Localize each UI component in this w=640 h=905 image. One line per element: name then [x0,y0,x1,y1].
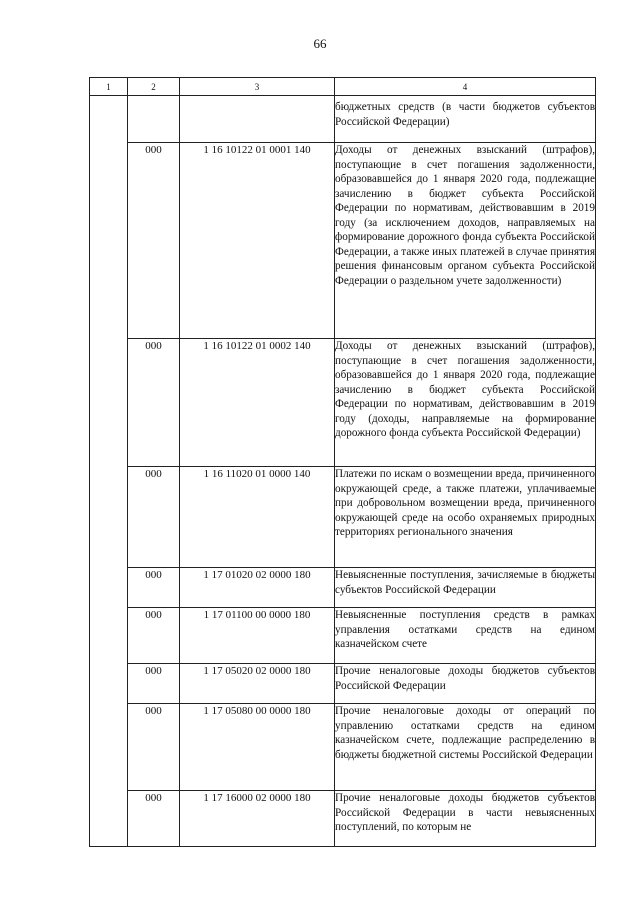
table-row [90,143,596,339]
admin-code-cell: 000 [128,791,180,847]
table-row [90,704,596,791]
admin-code-cell [128,96,180,143]
description-cell: Прочие неналоговые доходы бюджетов субъектов Российской Федерации [335,664,596,704]
header-col-4: 4 [335,78,596,96]
table-row [90,664,596,704]
admin-code-cell: 000 [128,608,180,664]
description-cell: бюджетных средств (в части бюджетов субъектов Российской Федерации) [335,96,596,143]
revenue-code-cell: 1 17 16000 02 0000 180 [180,791,335,847]
description-cell: Невыясненные поступления средств в рамках управления остатками средств на едином казначейском счете [335,608,596,664]
description-cell: Платежи по искам о возмещении вреда, причиненного окружающей среде, а также платежи, уплачиваемые при добровольном возмещении вреда, причиненного окружающей среде на особо охраняемых природных территориях регионального значения [335,467,596,568]
table-row [90,339,596,467]
table-row [90,608,596,664]
description-cell: Прочие неналоговые доходы от операций по управлению остатками средств на едином казначейском счете, подлежащие распределению в бюджеты бюджетной системы Российской Федерации [335,704,596,791]
header-col-2: 2 [128,78,180,96]
revenue-code-cell: 1 17 05020 02 0000 180 [180,664,335,704]
revenue-code-cell: 1 17 01020 02 0000 180 [180,568,335,608]
table-row [90,791,596,847]
description-cell: Прочие неналоговые доходы бюджетов субъектов Российской Федерации в части невыясненных поступлений, по которым не [335,791,596,847]
admin-code-cell: 000 [128,339,180,467]
description-cell: Доходы от денежных взысканий (штрафов), поступающие в счет погашения задолженности, образовавшейся до 1 января 2020 года, подлежащие зачислению в бюджет субъекта Российской Федерации по нормативам, действовавшим в 2019 году (за исключением доходов, направляемых на формирование дорожного фонда субъекта Российской Федерации, а также иных платежей в случае принятия решения финансовым органом субъекта Российской Федерации о раздельном учете задолженности) [335,143,596,339]
revenue-code-cell: 1 16 10122 01 0001 140 [180,143,335,339]
header-col-1: 1 [90,78,128,96]
admin-code-cell: 000 [128,143,180,339]
table-row [90,96,596,143]
admin-code-cell: 000 [128,467,180,568]
revenue-code-cell [180,96,335,143]
revenue-code-cell: 1 17 05080 00 0000 180 [180,704,335,791]
description-cell: Доходы от денежных взысканий (штрафов), поступающие в счет погашения задолженности, образовавшейся до 1 января 2020 года, подлежащие зачислению в бюджет субъекта Российской Федерации по нормативам, действовавшим в 2019 году (доходы, направляемые на формирование дорожного фонда субъекта Российской Федерации) [335,339,596,467]
revenue-code-cell: 1 17 01100 00 0000 180 [180,608,335,664]
header-col-3: 3 [180,78,335,96]
admin-code-cell: 000 [128,704,180,791]
revenue-code-cell: 1 16 11020 01 0000 140 [180,467,335,568]
revenue-code-cell: 1 16 10122 01 0002 140 [180,339,335,467]
description-cell: Невыясненные поступления, зачисляемые в бюджеты субъектов Российской Федерации [335,568,596,608]
admin-code-cell: 000 [128,664,180,704]
admin-code-cell: 000 [128,568,180,608]
table-row [90,467,596,568]
page-number: 66 [313,36,327,51]
header-row [90,78,596,96]
table-row [90,568,596,608]
col-1-cell [90,96,128,847]
revenue-codes-table [89,77,596,847]
